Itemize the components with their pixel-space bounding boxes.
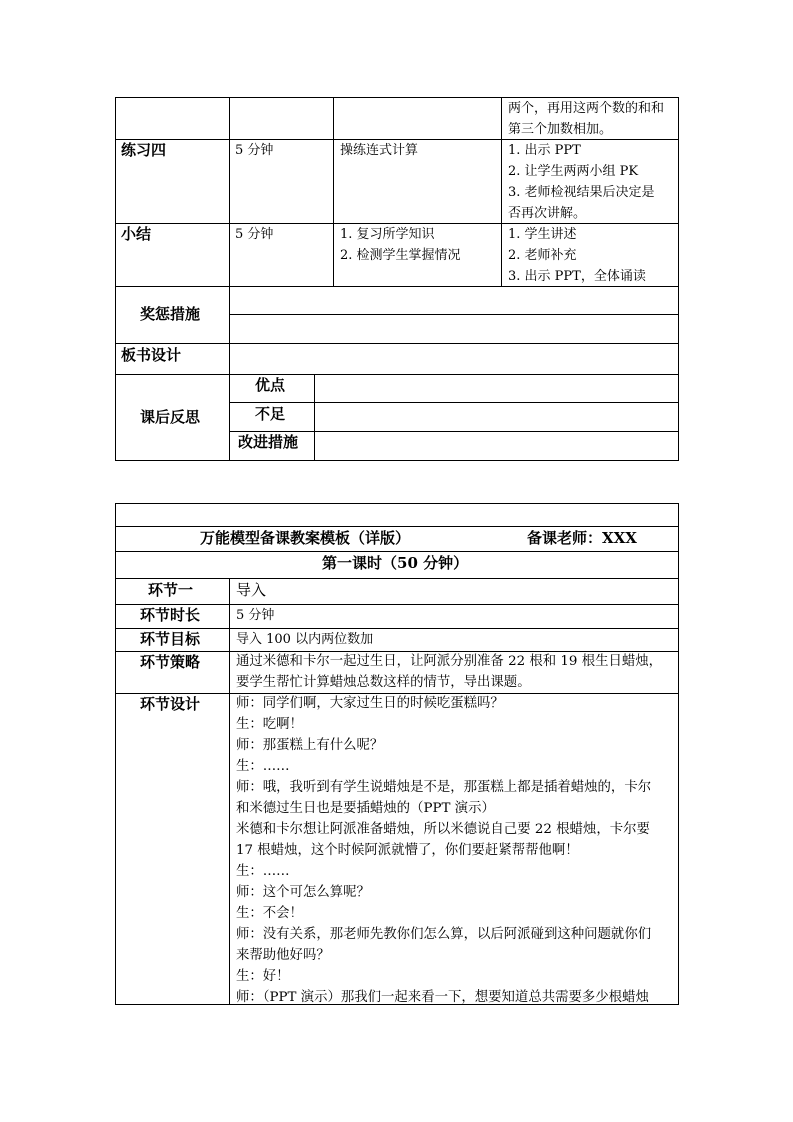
methods-line: 2. 让学生两两小组 PK xyxy=(508,164,639,179)
dialogue-line: 师：这个可怎么算呢？ xyxy=(236,885,370,900)
dialogue-line: 师：（PPT 演示）那我们一起来看一下，想要知道总共需要多少根蜡烛 xyxy=(236,990,649,1005)
time-value-practice4: 5 分钟 xyxy=(235,143,274,158)
reflection-improvements: 改进措施 xyxy=(238,433,299,451)
content-summary xyxy=(340,224,461,266)
template-title: 万能模型备课教案模板（详版） xyxy=(200,529,411,547)
dialogue-line: 生：…… xyxy=(236,864,290,879)
reflection-pros: 优点 xyxy=(255,376,286,394)
content-practice4: 操练连式计算 xyxy=(340,143,419,158)
methods-line: 1. 出示 PPT xyxy=(508,143,581,158)
dialogue-line: 师：那蛋糕上有什么呢？ xyxy=(236,738,384,753)
methods-line: 3. 老师检视结果后决定是 xyxy=(508,185,655,200)
row-label-duration: 环节时长 xyxy=(140,606,201,624)
row-value-duration: 5 分钟 xyxy=(236,608,275,623)
dialogue-line: 师：没有关系，那老师先教你们怎么算，以后阿派碰到这种问题就你们 xyxy=(236,927,652,942)
dialogue-line: 师：同学们啊，大家过生日的时候吃蛋糕吗？ xyxy=(236,696,504,711)
methods-line: 否再次讲解。 xyxy=(508,206,587,221)
methods-line: 2. 老师补充 xyxy=(508,248,577,263)
content-line: 2. 检测学生掌握情况 xyxy=(340,248,461,263)
dialogue-line: 生：好！ xyxy=(236,969,290,984)
dialogue-line: 生：不会！ xyxy=(236,906,303,921)
reflection-cons: 不足 xyxy=(255,405,286,423)
methods-line: 第三个加数相加。 xyxy=(508,122,613,137)
dialogue-line: 17 根蜡烛，这个时候阿派就懵了，你们要赶紧帮帮他啊！ xyxy=(236,843,579,858)
row-label-strategy: 环节策略 xyxy=(140,653,201,671)
dialogue-line: 师：哦，我听到有学生说蜡烛是不是，那蛋糕上都是插着蜡烛的，卡尔 xyxy=(236,780,652,795)
stage-label-practice4: 练习四 xyxy=(121,141,167,159)
methods-summary xyxy=(508,224,646,287)
methods-line: 1. 学生讲述 xyxy=(508,227,577,242)
content-line: 1. 复习所学知识 xyxy=(340,227,435,242)
row-label-stage: 环节一 xyxy=(148,581,194,599)
stage-label-summary: 小结 xyxy=(121,225,152,243)
reflection-label: 课后反思 xyxy=(140,408,201,426)
time-value-summary: 5 分钟 xyxy=(235,227,274,242)
strategy-line: 通过米德和卡尔一起过生日，让阿派分别准备 22 根和 19 根生日蜡烛， xyxy=(236,654,663,669)
dialogue-line: 生：…… xyxy=(236,759,290,774)
design-dialogue xyxy=(236,693,651,1008)
dialogue-line: 生：吃啊！ xyxy=(236,717,303,732)
row-value-stage: 导入 xyxy=(236,581,267,599)
row-label-goal: 环节目标 xyxy=(140,630,201,648)
lesson-period: 第一课时（50 分钟） xyxy=(322,554,469,572)
reward-label: 奖惩措施 xyxy=(140,305,201,323)
methods-cell-continued xyxy=(508,98,664,140)
methods-practice4 xyxy=(508,140,655,224)
board-design-label: 板书设计 xyxy=(121,346,182,364)
row-label-design: 环节设计 xyxy=(140,695,201,713)
dialogue-line: 来帮助他好吗？ xyxy=(236,948,330,963)
methods-line: 两个，再用这两个数的和和 xyxy=(508,101,665,116)
teacher-label: 备课老师：XXX xyxy=(527,529,637,547)
methods-line: 3. 出示 PPT，全体诵读 xyxy=(508,269,646,284)
strategy-text xyxy=(236,651,662,693)
dialogue-line: 和米德过生日也是要插蜡烛的（PPT 演示） xyxy=(236,801,495,816)
dialogue-line: 米德和卡尔想让阿派准备蜡烛，所以米德说自己要 22 根蜡烛，卡尔要 xyxy=(236,822,650,837)
strategy-line: 要学生帮忙计算蜡烛总数这样的情节，导出课题。 xyxy=(236,675,531,690)
row-value-goal: 导入 100 以内两位数加 xyxy=(236,632,374,647)
